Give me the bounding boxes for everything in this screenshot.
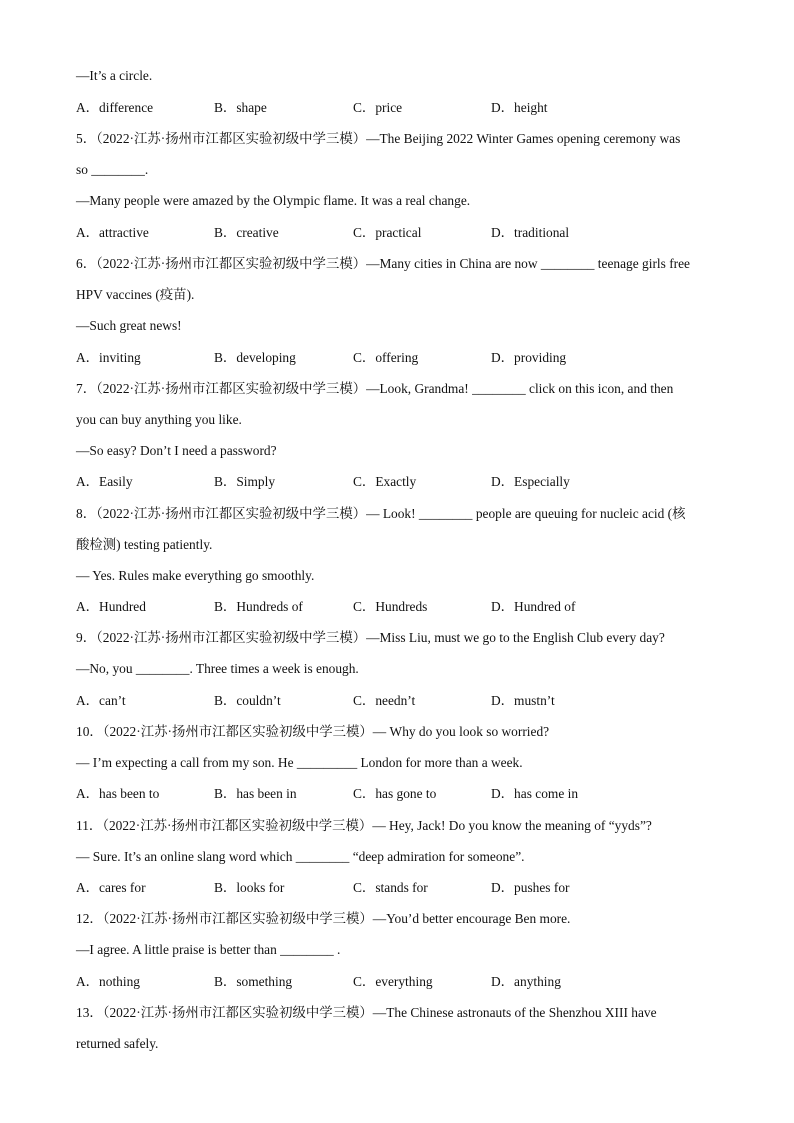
q7-option-d: D．Especially bbox=[491, 474, 570, 489]
q5-response: —Many people were amazed by the Olympic flame. It was a real change. bbox=[76, 193, 471, 208]
q8-option-d: D．Hundred of bbox=[491, 599, 576, 614]
q12-option-a: A．nothing bbox=[76, 974, 140, 989]
q5-option-a: A．attractive bbox=[76, 225, 149, 240]
q8-option-c: C．Hundreds bbox=[353, 599, 428, 614]
q8-option-a: A．Hundred bbox=[76, 599, 146, 614]
q11-option-d: D．pushes for bbox=[491, 880, 570, 895]
q5-options bbox=[76, 225, 756, 241]
q8-option-b: B．Hundreds of bbox=[214, 599, 303, 614]
q7-option-b: B．Simply bbox=[214, 474, 276, 489]
q9-option-d: D．mustn’t bbox=[491, 693, 555, 708]
q6-response: —Such great news! bbox=[76, 318, 182, 333]
q10-option-b: B．has been in bbox=[214, 786, 297, 801]
q7-stem-line2: you can buy anything you like. bbox=[76, 412, 242, 427]
q4-option-a: A．difference bbox=[76, 100, 154, 115]
q5-stem-line2: so ________. bbox=[76, 162, 149, 177]
q10-options bbox=[76, 786, 756, 802]
q12-response: —I agree. A little praise is better than ________ . bbox=[76, 942, 341, 957]
q6-options bbox=[76, 350, 756, 366]
q7-option-a: A．Easily bbox=[76, 474, 133, 489]
q6-option-a: A．inviting bbox=[76, 350, 141, 365]
q6-option-c: C．offering bbox=[353, 350, 419, 365]
q6-stem-line1: 6．（2022·江苏·扬州市江都区实验初级中学三模）—Many cities in China are now ________ teenage girls free bbox=[76, 256, 691, 271]
q5-option-c: C．practical bbox=[353, 225, 422, 240]
q10-response: — I’m expecting a call from my son. He _________ London for more than a week. bbox=[76, 755, 523, 770]
q7-stem-line1: 7．（2022·江苏·扬州市江都区实验初级中学三模）—Look, Grandma! ________ click on this icon, and then bbox=[76, 381, 674, 396]
q11-response: — Sure. It’s an online slang word which ________ “deep admiration for someone”. bbox=[76, 849, 525, 864]
q12-option-b: B．something bbox=[214, 974, 293, 989]
q12-stem-line1: 12．（2022·江苏·扬州市江都区实验初级中学三模）—You’d better encourage Ben more. bbox=[76, 911, 571, 926]
q11-option-c: C．stands for bbox=[353, 880, 428, 895]
q10-option-a: A．has been to bbox=[76, 786, 160, 801]
q9-response: —No, you ________. Three times a week is enough. bbox=[76, 661, 359, 676]
q4-answer-line: —It’s a circle. bbox=[76, 68, 153, 83]
q5-option-b: B．creative bbox=[214, 225, 279, 240]
q9-option-c: C．needn’t bbox=[353, 693, 416, 708]
q5-option-d: D．traditional bbox=[491, 225, 570, 240]
q4-option-b: B．shape bbox=[214, 100, 267, 115]
q6-option-b: B．developing bbox=[214, 350, 296, 365]
q7-option-c: C．Exactly bbox=[353, 474, 417, 489]
q10-option-c: C．has gone to bbox=[353, 786, 437, 801]
q9-stem-line1: 9．（2022·江苏·扬州市江都区实验初级中学三模）—Miss Liu, must we go to the English Club every day? bbox=[76, 630, 665, 645]
q11-option-b: B．looks for bbox=[214, 880, 285, 895]
q8-stem-line1: 8．（2022·江苏·扬州市江都区实验初级中学三模）— Look! ________ people are queuing for nucleic acid (核 bbox=[76, 506, 686, 521]
q4-option-c: C．price bbox=[353, 100, 403, 115]
q12-options bbox=[76, 974, 756, 990]
q6-option-d: D．providing bbox=[491, 350, 567, 365]
q9-options bbox=[76, 693, 756, 709]
q7-response: —So easy? Don’t I need a password? bbox=[76, 443, 277, 458]
q13-stem-line2: returned safely. bbox=[76, 1036, 159, 1051]
q4-options bbox=[76, 100, 756, 116]
q11-option-a: A．cares for bbox=[76, 880, 146, 895]
q8-stem-line2: 酸检测) testing patiently. bbox=[76, 537, 213, 552]
q7-options bbox=[76, 474, 756, 490]
q10-stem-line1: 10．（2022·江苏·扬州市江都区实验初级中学三模）— Why do you look so worried? bbox=[76, 724, 550, 739]
q12-option-c: C．everything bbox=[353, 974, 433, 989]
q10-option-d: D．has come in bbox=[491, 786, 579, 801]
q6-stem-line2: HPV vaccines (疫苗). bbox=[76, 287, 195, 302]
q9-option-b: B．couldn’t bbox=[214, 693, 281, 708]
q8-options bbox=[76, 599, 756, 615]
q9-option-a: A．can’t bbox=[76, 693, 126, 708]
q11-stem-line1: 11．（2022·江苏·扬州市江都区实验初级中学三模）— Hey, Jack! Do you know the meaning of “yyds”? bbox=[76, 818, 652, 833]
q4-option-d: D．height bbox=[491, 100, 548, 115]
q5-stem-line1: 5．（2022·江苏·扬州市江都区实验初级中学三模）—The Beijing 2022 Winter Games opening ceremony was bbox=[76, 131, 681, 146]
q11-options bbox=[76, 880, 756, 896]
q8-response: — Yes. Rules make everything go smoothly. bbox=[76, 568, 315, 583]
q13-stem-line1: 13．（2022·江苏·扬州市江都区实验初级中学三模）—The Chinese astronauts of the Shenzhou XIII have bbox=[76, 1005, 657, 1020]
q12-option-d: D．anything bbox=[491, 974, 561, 989]
